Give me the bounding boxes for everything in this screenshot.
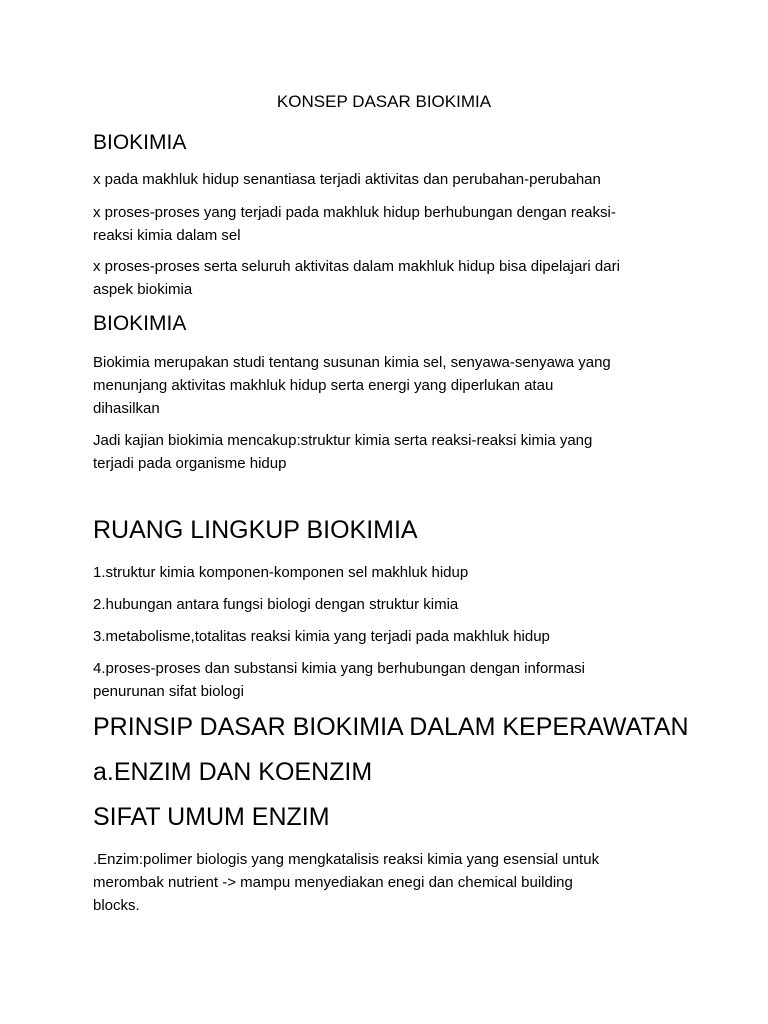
paragraph-line: .Enzim:polimer biologis yang mengkatalisis reaksi kimia yang esensial untuk: [93, 851, 600, 868]
paragraph-line: blocks.: [93, 897, 140, 914]
paragraph-line: Biokimia merupakan studi tentang susunan kimia sel, senyawa-senyawa yang: [93, 354, 611, 371]
bullet-line: x pada makhluk hidup senantiasa terjadi aktivitas dan perubahan-perubahan: [93, 171, 601, 188]
list-item: 2.hubungan antara fungsi biologi dengan struktur kimia: [93, 596, 459, 613]
paragraph-line: terjadi pada organisme hidup: [93, 455, 287, 472]
section-heading-biokimia-1: BIOKIMIA: [93, 131, 187, 154]
subheading-sifat-umum-enzim: SIFAT UMUM ENZIM: [93, 803, 330, 831]
section-heading-prinsip-dasar: PRINSIP DASAR BIOKIMIA DALAM KEPERAWATAN: [93, 713, 689, 741]
list-item: 4.proses-proses dan substansi kimia yang berhubungan dengan informasi: [93, 660, 585, 677]
paragraph-line: Jadi kajian biokimia mencakup:struktur kimia serta reaksi-reaksi kimia yang: [93, 432, 593, 449]
paragraph-line: merombak nutrient -> mampu menyediakan enegi dan chemical building: [93, 874, 573, 891]
list-item-continuation: penurunan sifat biologi: [93, 683, 244, 700]
bullet-line: x proses-proses serta seluruh aktivitas dalam makhluk hidup bisa dipelajari dari: [93, 258, 620, 275]
paragraph-line: menunjang aktivitas makhluk hidup serta energi yang diperlukan atau: [93, 377, 554, 394]
subheading-enzim-koenzim: a.ENZIM DAN KOENZIM: [93, 758, 373, 786]
bullet-line: x proses-proses yang terjadi pada makhluk hidup berhubungan dengan reaksi-: [93, 204, 616, 221]
paragraph-line: dihasilkan: [93, 400, 160, 417]
document-title: KONSEP DASAR BIOKIMIA: [276, 92, 492, 111]
list-item: 3.metabolisme,totalitas reaksi kimia yang terjadi pada makhluk hidup: [93, 628, 550, 645]
section-heading-biokimia-2: BIOKIMIA: [93, 312, 187, 335]
list-item: 1.struktur kimia komponen-komponen sel makhluk hidup: [93, 564, 469, 581]
bullet-line-continuation: reaksi kimia dalam sel: [93, 227, 241, 244]
section-heading-ruang-lingkup: RUANG LINGKUP BIOKIMIA: [93, 516, 418, 544]
bullet-line-continuation: aspek biokimia: [93, 281, 193, 298]
